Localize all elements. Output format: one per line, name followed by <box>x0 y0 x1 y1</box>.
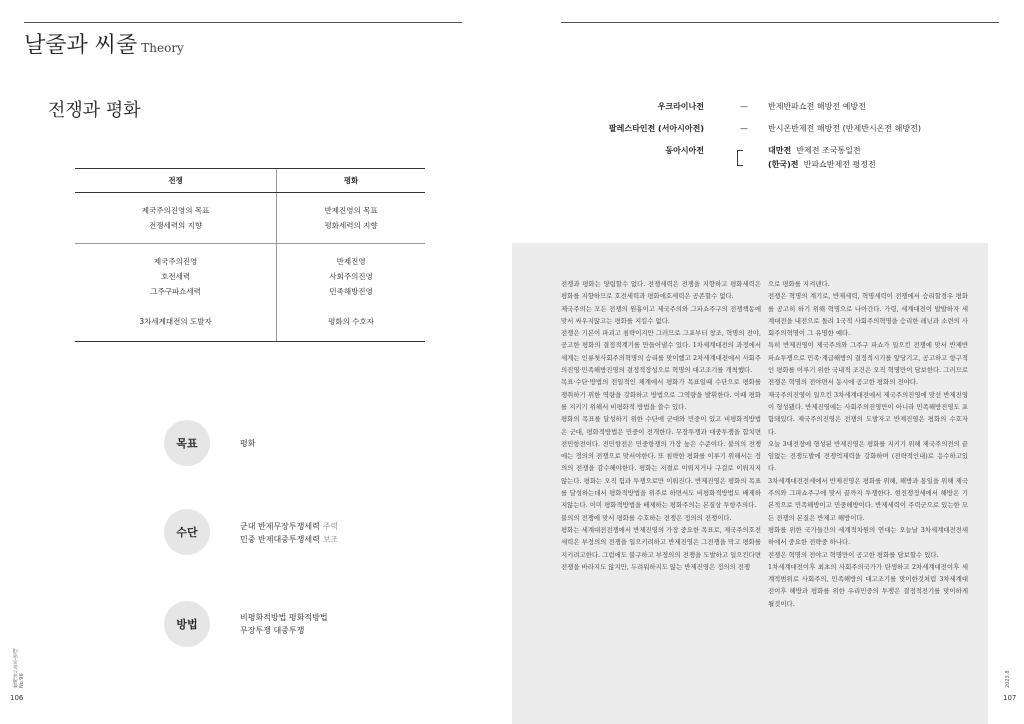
method-circle: 방법 <box>164 601 210 647</box>
war-sub-desc: 반파쇼반제전 평정전 <box>803 160 876 169</box>
body-paragraph: 오늘 3대전장에 형성된 반제진영은 평화를 지키기 위해 제국주의전의 끝임없는 전쟁도발에 전쟁억제력을 강화하며 (전략적인내)로 응수하고있다. <box>768 439 968 473</box>
means-line-text: 민중 반제대중투쟁세력 <box>240 535 320 544</box>
cell-spacer <box>75 299 276 314</box>
body-paragraph: 불의의 전쟁에 맞서 평화를 수호하는 전쟁은 정의의 전쟁이다. <box>561 513 732 522</box>
body-paragraph: 평화를 위한 국가들간의 세계적차원의 연대는 오늘날 3차세계대전전세하에서 중요한 전략중 하나다. <box>768 525 968 547</box>
war-sub-desc: 반제전 조국통일전 <box>796 146 861 155</box>
war-desc: 반제반파쇼전 해방전 예방전 <box>768 102 866 111</box>
war-sub <box>768 144 861 158</box>
cell-line: 제국주의진영의 목표 <box>141 206 210 215</box>
war-name <box>580 122 704 136</box>
means-line-note: 주력 <box>322 522 339 531</box>
table-header-war: 전쟁 <box>75 169 277 193</box>
war-desc: 반시온반제전 해방전 (반제반시온전 해방전) <box>768 124 921 133</box>
body-paragraph: 제국주의진영이 일으킨 3차세계대전에서 제국주의진영에 맞선 반제진영이 형성됐다. 반제진영에는 사회주의진영만이 아니라 민족해방진영도 포함돼있다. 제국주의진영은 전쟁의 도발자고 반제진영은 평화의 수호자다. <box>768 390 968 436</box>
war-sub <box>768 158 876 172</box>
goal-line: 평화 <box>240 439 256 448</box>
cell-line: 반제진영 <box>336 257 366 266</box>
cell-line: 사회주의진영 <box>329 272 373 281</box>
table-row <box>75 244 425 342</box>
war-name <box>600 144 704 158</box>
body-paragraph: 평화의 목표를 달성하기 위한 수단에 군대와 민중이 있고 비평화적방법은 군대, 평화적방법은 민중이 전개한다. 무장투쟁과 대중투쟁을 합치면 전민항전이다. 전민항전은 민중항쟁의 가장 높은 수준이다. 불의의 전쟁에는 정의의 전쟁으로 맞서야한다. 또 침략한 평화를 이루기 위해서는 정의의 전쟁을 감수해야한다. 평화는 저절로 이뤄지거나 구걸로 이뤄지지 않는다. 평화는 오직 힘과 투쟁으로만 이뤄진다. 반제진영은 평화의 목표를 달성하는데서 평화적방법을 위주로 하면서도 비평화적방법도 배제하지않는다. 이미 평화적방법을 배제하는 평화주의는 본질상 투항주의다. <box>561 415 761 510</box>
body-paragraph: 전쟁은 혁명의 전야고 혁명만이 공고한 평화를 담보할수 있다. <box>768 550 939 559</box>
means-circle: 수단 <box>164 509 210 555</box>
body-paragraph: 3차세계대전전세에서 반제진영은 평화를 위해, 해방과 통일을 위해 제국주의와 그파쇼주구에 맞서 끝까지 투쟁한다. 현전쟁정세에서 해방은 기본적으로 민족해방이고 민중해방이다. 반제세력이 주력군으로 있는한 모든 전쟁의 본질은 반제고 해방이다. <box>768 476 968 522</box>
table-cell-war <box>75 193 277 244</box>
page-number-left: 106 <box>10 694 24 702</box>
cell-line: 전쟁세력의 지향 <box>149 221 203 230</box>
top-rule-right <box>561 22 999 23</box>
war-name-text: 우크라이나전 <box>657 102 704 111</box>
method-line: 비평화적방법 평화적방법 <box>240 613 328 622</box>
cell-line: 제국주의진영 <box>153 257 198 266</box>
war-name-text: 팔레스타인전 (서아시아전) <box>608 124 704 133</box>
war-name-text: 동아시아전 <box>665 146 704 155</box>
cell-line: 3차세계대전의 도발자 <box>139 317 212 326</box>
table-cell-war <box>75 244 277 342</box>
means-text <box>240 520 338 546</box>
cell-spacer <box>277 299 425 314</box>
goal-text <box>240 437 255 450</box>
page-title <box>24 28 184 59</box>
war-name <box>600 100 704 114</box>
body-paragraph: 평화는 세계대전전쟁에서 반제진영의 가장 중요한 목표로, 제국주의호전세력은 부정의의 전쟁을 일으키려하고 반제진영은 그전쟁을 막고 평화를 지키려고한다. 그럼에도 불구하고 부정의의 전쟁을 도발하고 일으킨다면 전쟁을 바라지도 않지만, 두려워하지도 않는 반제진영은 정의의 전쟁 <box>561 525 761 571</box>
body-paragraph: 특히 반제진영이 제국주의와 그주구 파쇼가 일으킨 전쟁에 맞서 반제반파쇼투쟁으로 민족·계급해방의 결정적시기를 앞당기고, 공고하고 항구적인 평화를 이루기 위한 국내적 조건은 오직 혁명만이 담보한다. 그러므로 전쟁은 혁명의 전야면서 동시에 공고한 평화의 전야다. <box>768 341 968 387</box>
body-column-left <box>561 278 761 573</box>
table-row <box>75 193 425 244</box>
cell-line: 그주구파쇼세력 <box>150 287 201 296</box>
body-paragraph: 으로 평화를 지켜낸다. <box>768 280 830 288</box>
cell-line: 평화세력의 지향 <box>324 221 378 230</box>
cell-line: 반제진영의 목표 <box>324 206 378 215</box>
body-paragraph: 제국주의는 모든 전쟁의 원흉이고 제국주의와 그파쇼주구의 전쟁책동에 맞서 싸우지않고는 평화를 지킬수 없다. <box>561 304 761 325</box>
war-sub-name: 대만전 <box>768 146 792 155</box>
war-peace-table <box>75 168 425 342</box>
war-sub-name: (한국)전 <box>768 160 799 169</box>
goal-circle: 목표 <box>164 420 210 466</box>
cell-line: 민족해방진영 <box>329 287 373 296</box>
body-paragraph: 전쟁과 평화는 양립할수 없다. 전쟁세력은 전쟁을 지향하고 평화세력은 평화를 지향하므로 호전세력과 평화애호세력은 공존할수 없다. <box>561 280 761 301</box>
war-dash: — <box>740 124 748 133</box>
body-column-right <box>768 278 968 610</box>
means-line-note: 보조 <box>322 535 339 544</box>
method-text <box>240 611 328 637</box>
page-title-ko: 날줄과 씨줄 <box>24 33 138 58</box>
body-paragraph: 목표·수단·방법의 전일적인 체계에서 평화가 목표일때 수단으로 평화를 쟁취하기 위한 역량을 강화하고 방법으로 그역량을 발휘한다. 이때 평화를 지키기 위해서 비평화적 방법을 쓸수 있다. <box>561 378 761 411</box>
table-cell-peace <box>277 193 425 244</box>
war-dash: — <box>740 102 748 111</box>
body-paragraph: 전쟁은 혁명의 계기로, 반제세력, 혁명세력이 전쟁에서 승리할경우 평화를 공고히 하기 위해 혁명으로 나아간다. 가령, 세계대전이 발발하자 세계대전을 내전으로 돌려 1국적 사회주의혁명을 승리한 레닌과 소련의 사회주의혁명이 그 유명한 예다. <box>768 292 968 338</box>
page-title-en: Theory <box>141 41 184 55</box>
cell-line: 평화의 수호자 <box>328 317 374 326</box>
table-cell-peace <box>277 244 425 342</box>
means-line-text: 군대 반제무장투쟁세력 <box>240 522 320 531</box>
table-header-peace: 평화 <box>277 169 425 193</box>
method-line: 무장투쟁 대중투쟁 <box>240 626 305 635</box>
page-number-right: 107 <box>1003 694 1017 702</box>
body-paragraph: 1차세계대전이후 최초의 사회주의국가가 탄생하고 2차세계대전이후 세계적범위로 사회주의, 민족해방의 대고조기를 맞이한것처럼 3차세계대전이후 해방과 평화를 위한 우리민중의 투쟁은 결정적전기를 맞이하게 될것이다. <box>768 562 968 608</box>
bracket-icon <box>737 150 743 166</box>
means-line <box>240 520 338 533</box>
publication-label: 함께하는민주연대 No.96 <box>13 648 25 688</box>
section-title: 전쟁과 평화 <box>48 100 141 121</box>
top-rule-left <box>24 22 462 23</box>
means-line <box>240 533 338 546</box>
body-paragraph: 전쟁은 기본이 파괴고 침략이지만 그러므로 그포부터 창조, 혁명의 전야, 공고한 평화의 결정적계기를 만들어낼수 있다. 1차세계대전의 과정에서 세계는 인류첫사회주의혁명의 승리를 맞이했고 2차세계대전에서 사회주의진영·민족해방진영의 결정적장성으로 혁명의 대고조기를 개척했다. <box>561 329 761 375</box>
cell-line: 호전세력 <box>161 272 191 281</box>
issue-date: 2023.8 <box>1005 670 1011 688</box>
